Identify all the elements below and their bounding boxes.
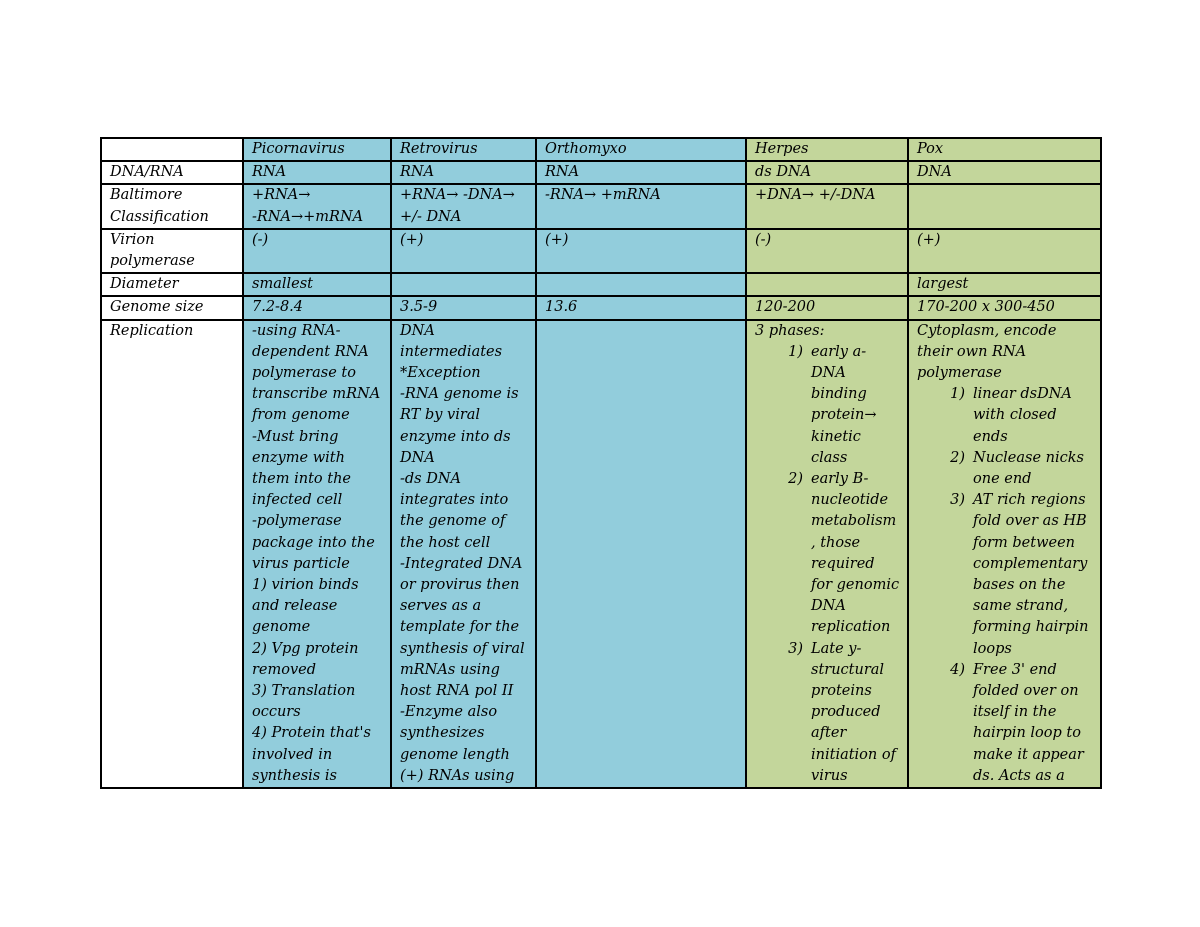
table-cell: 3.5-9 xyxy=(391,296,536,319)
table-row-diameter xyxy=(101,273,1101,296)
row-label: DNA/RNA xyxy=(101,161,243,184)
table-cell xyxy=(536,273,746,296)
replication-herpes xyxy=(746,320,908,788)
table-cell: 170-200 x 300-450 xyxy=(908,296,1101,319)
header-orthomyxo: Orthomyxo xyxy=(536,138,746,161)
table-cell xyxy=(391,273,536,296)
list-item: 3) Late y- structural proteins produced after initiation of virus xyxy=(788,640,896,784)
table-cell: smallest xyxy=(243,273,391,296)
header-pox: Pox xyxy=(908,138,1101,161)
table-cell xyxy=(746,273,908,296)
table-cell: -RNA→ +mRNA xyxy=(536,184,746,228)
header-herpes: Herpes xyxy=(746,138,908,161)
herpes-intro: 3 phases: xyxy=(755,322,825,339)
replication-orthomyxo xyxy=(536,320,746,788)
header-cell-empty xyxy=(101,138,243,161)
table-cell: 7.2-8.4 xyxy=(243,296,391,319)
row-label: Diameter xyxy=(101,273,243,296)
table-row-baltimore xyxy=(101,184,1101,228)
table-header-row xyxy=(101,138,1101,161)
table-row-virion-polymerase xyxy=(101,229,1101,273)
table-cell: (+) xyxy=(536,229,746,273)
pox-intro: Cytoplasm, encode their own RNA polymerase xyxy=(917,322,1057,382)
list-item: 2) Nuclease nicks one end xyxy=(950,449,1084,488)
table-cell: 13.6 xyxy=(536,296,746,319)
list-item: 1) early a- DNA binding protein→ kinetic class xyxy=(788,343,877,466)
row-label: Genome size xyxy=(101,296,243,319)
table-cell: ds DNA xyxy=(746,161,908,184)
table-cell: (-) xyxy=(243,229,391,273)
table-cell: +RNA→ -RNA→+mRNA xyxy=(243,184,391,228)
herpes-steps xyxy=(755,342,901,787)
list-item: 2) early B- nucleotide metabolism , those required for genomic DNA replication xyxy=(788,471,900,636)
table-cell: +DNA→ +/-DNA xyxy=(746,184,908,228)
replication-picornavirus: -using RNA- dependent RNA polymerase to transcribe mRNA from genome -Must bring enzyme with them into the infected cell -polymerase package into the virus particle 1) virion binds and release genome 2) Vpg protein removed 3) Translation occurs 4) Protein that's involved in synthesis is xyxy=(243,320,391,788)
table-row-genome-size xyxy=(101,296,1101,319)
table-cell: RNA xyxy=(243,161,391,184)
table-cell: RNA xyxy=(536,161,746,184)
pox-steps xyxy=(917,384,1094,787)
row-label: Virion polymerase xyxy=(101,229,243,273)
replication-retrovirus: DNA intermediates *Exception -RNA genome is RT by viral enzyme into ds DNA -ds DNA integrates into the genome of the host cell -Integrated DNA or provirus then serves as a template for the synthesis of viral mRNAs using host RNA pol II -Enzyme also synthesizes genome length (+) RNAs using xyxy=(391,320,536,788)
table-cell xyxy=(908,184,1101,228)
table-cell: (-) xyxy=(746,229,908,273)
table-cell: (+) xyxy=(908,229,1101,273)
table-cell: DNA xyxy=(908,161,1101,184)
table-row-replication xyxy=(101,320,1101,788)
table-cell: (+) xyxy=(391,229,536,273)
table-cell: 120-200 xyxy=(746,296,908,319)
list-item: 3) AT rich regions fold over as HB form between complementary bases on the same strand, forming hairpin loops xyxy=(950,492,1089,657)
list-item: 4) Free 3' end folded over on itself in the hairpin loop to make it appear ds. Acts as a xyxy=(950,661,1084,784)
row-label: Baltimore Classification xyxy=(101,184,243,228)
table-cell: largest xyxy=(908,273,1101,296)
table-row-dna-rna xyxy=(101,161,1101,184)
header-picornavirus: Picornavirus xyxy=(243,138,391,161)
table-cell: RNA xyxy=(391,161,536,184)
header-retrovirus: Retrovirus xyxy=(391,138,536,161)
row-label: Replication xyxy=(101,320,243,788)
table-cell: +RNA→ -DNA→ +/- DNA xyxy=(391,184,536,228)
replication-pox xyxy=(908,320,1101,788)
list-item: 1) linear dsDNA with closed ends xyxy=(950,386,1072,445)
virus-comparison-table xyxy=(100,137,1102,789)
